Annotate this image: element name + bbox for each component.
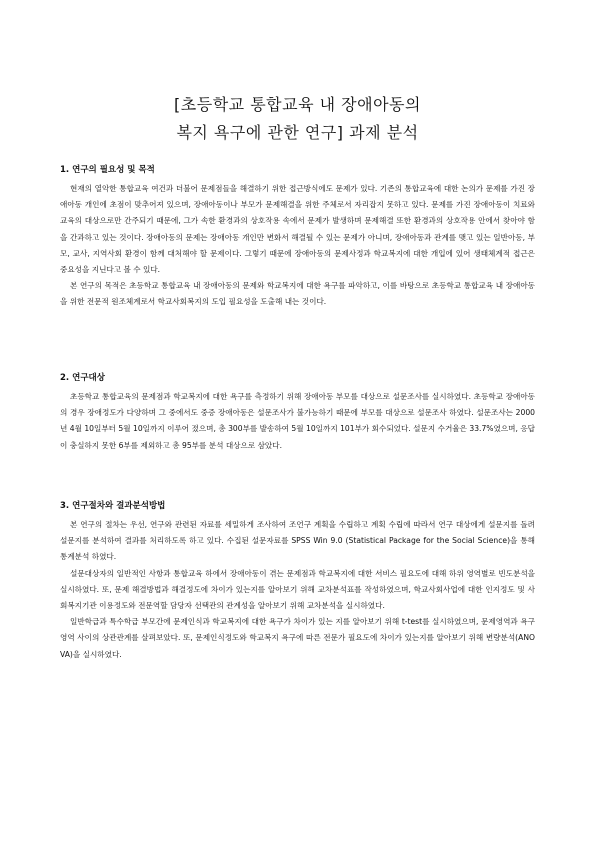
paragraph: 초등학교 통합교육의 문제점과 학교복지에 대한 욕구를 측정하기 위해 장애아동 부모를 대상으로 설문조사를 실시하였다. 초등학교 장애아동의 경우 장애정도가 다양하며 그 중에서도 중증 장애아동은 설문조사가 불가능하기 때문에 부모를 대상으로 설문조사 하였다. 설문조사는 2000년 4월 10일부터 5월 10일까지 이루어 졌으며, 총 300부를 발송하여 5월 10일까지 101부가 회수되었다. 설문지 수거율은 33.7%였으며, 응답이 충실하지 못한 6부를 제외하고 총 95부를 분석 대상으로 삼았다.	[60, 392, 535, 450]
paragraph: 설문대상자의 일반적인 사항과 통합교육 하에서 장애아동이 겪는 문제점과 학교복지에 대한 서비스 필요도에 대해 하위 영역별로 빈도분석을 실시하였다. 또, 문제 해결방법과 해결정도에 차이가 있는지를 알아보기 위해 교차분석표를 작성하였으며, 학교사회사업에 대한 인지정도 및 사회복지기관 이용정도와 전문역할 담당자 선택관의 관계성을 알아보기 위해 교차분석을 실시하였다.	[60, 568, 535, 611]
document-title-line-2: 복지 욕구에 관한 연구] 과제 분석	[176, 123, 419, 142]
paragraph: 현재의 열악한 통합교육 여건과 더불어 문제점들을 해결하기 위한 접근방식에도 문제가 있다. 기존의 통합교육에 대한 논의가 문제를 가진 장애아동 개인에 초점이 맞추어져 있으며, 장애아동이나 부모가 문제해결을 위한 주체로서 자리잡지 못하고 있다. 문제를 가진 장애아동이 치료와 교육의 대상으로만 간주되기 때문에, 그가 속한 환경과의 상호작용 속에서 문제가 발생하며 문제해결 또한 환경과의 상호작용 안에서 찾아야 함을 간과하고 있는 것이다. 장애아동의 문제는 장애아동 개인만 변화서 해결될 수 있는 문제가 아니며, 장애아동과 관계를 맺고 있는 일반아동, 부모, 교사, 지역사회 환경이 함께 대처해야 할 문제이다. 그렇기 때문에 장애아동의 문제사정과 학교복지에 대한 개입에 있어 생태체계적 접근은 중요성을 지닌다고 볼 수 있다.	[60, 184, 535, 275]
section-heading: 3. 연구절차와 결과분석방법	[60, 501, 166, 511]
section-procedure	[60, 500, 535, 663]
section-heading: 2. 연구대상	[60, 373, 105, 383]
section-subjects	[60, 372, 535, 454]
section-heading: 1. 연구의 필요성 및 목적	[60, 165, 155, 175]
paragraph: 본 연구의 목적은 초등학교 통합교육 내 장애아동의 문제와 학교복지에 대한 욕구를 파악하고, 이를 바탕으로 초등학교 통합교육 내 장애아동을 위한 전문적 원조체계로서 학교사회복지의 도입 필요성을 도출해 내는 것이다.	[60, 281, 535, 307]
document-title-line-1: [초등학교 통합교육 내 장애아동의	[174, 95, 421, 114]
section-purpose	[60, 164, 535, 311]
paragraph: 일반학급과 특수학급 부모간에 문제인식과 학교복지에 대한 욕구가 차이가 있는 지를 알아보기 위해 t-test를 실시하였으며, 문제영역과 욕구영역 사이의 상관관계를 살펴보았다. 또, 문제인식정도와 학교복지 욕구에 따른 전문가 필요도에 차이가 있는지를 알아보기 위해 변량분석(ANOVA)을 실시하였다.	[60, 617, 535, 659]
paragraph: 본 연구의 절차는 우선, 연구와 관련된 자료를 세밀하게 조사하여 조언구 계획을 수립하고 계획 수립에 따라서 연구 대상에게 설문지를 돌려 설문지를 분석하여 결과를 처리하도록 하고 있다. 수집된 설문자료를 SPSS Win 9.0 (Statistical Package for the Social Science)을 통해 통계분석 하였다.	[60, 520, 535, 562]
